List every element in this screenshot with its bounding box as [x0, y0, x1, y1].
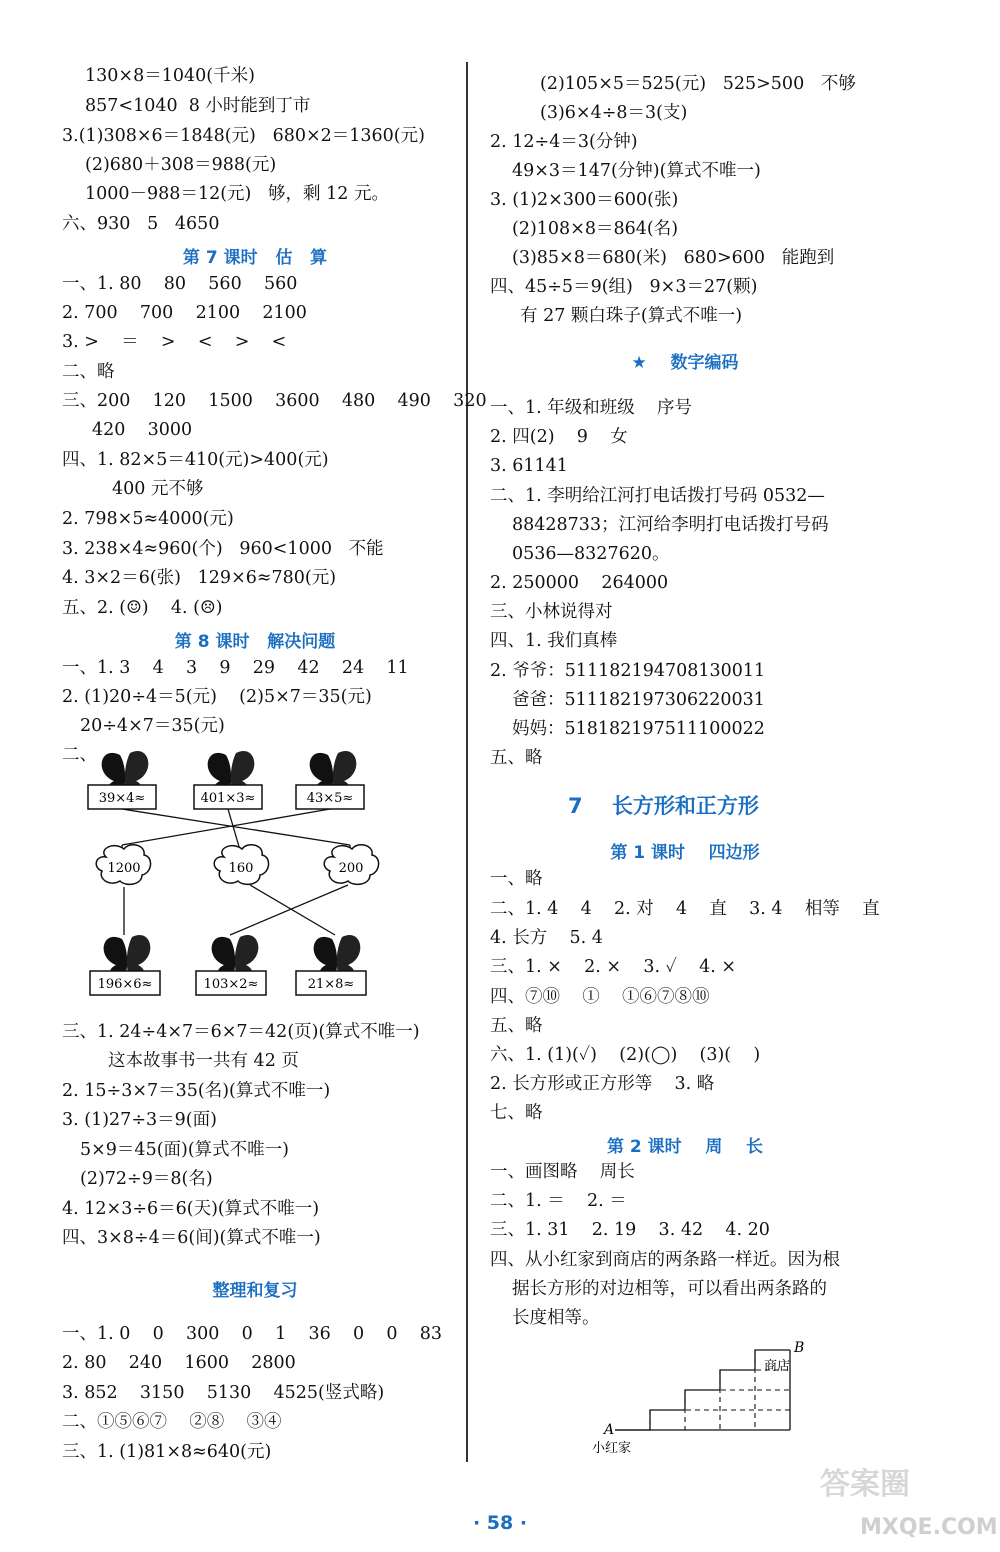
- left-lines-21: 二、: [62, 745, 97, 765]
- point-b-label: B: [794, 1340, 805, 1356]
- watermark-logo: 答案圈: [820, 1467, 910, 1502]
- cloud-1-label: 1200: [107, 861, 141, 876]
- left-lines-6: 一、1. 80 80 560 560: [62, 274, 298, 294]
- left-headings-1: 第 8 课时 解决问题: [174, 632, 336, 652]
- left-lines-9: 二、略: [62, 362, 115, 382]
- right-lines-7: 四、45÷5＝9(组) 9×3＝27(颗): [490, 277, 758, 297]
- right-lines-3: 49×3＝147(分钟)(算式不唯一): [512, 161, 761, 181]
- butterfly-bottom-2-label: 103×2≈: [203, 977, 259, 992]
- right-lines-2: 2. 12÷4＝3(分钟): [490, 132, 638, 152]
- right-lines-17: 四、1. 我们真棒: [490, 631, 618, 651]
- right-lines-32: 二、1. ＝ 2. ＝: [490, 1191, 627, 1211]
- right-lines-30: 七、略: [490, 1103, 543, 1123]
- watermark-url: MXQE.COM: [860, 1515, 998, 1540]
- column-divider: [466, 62, 468, 1462]
- left-lines-23: 这本故事书一共有 42 页: [108, 1051, 299, 1071]
- right-lines-16: 三、小林说得对: [490, 602, 613, 622]
- left-lines-18: 一、1. 3 4 3 9 29 42 24 11: [62, 658, 409, 678]
- left-lines-15: 3. 238×4≈960(个) 960<1000 不能: [62, 539, 384, 559]
- right-lines-4: 3. (1)2×300＝600(张): [490, 190, 679, 210]
- right-lines-10: 2. 四(2) 9 女: [490, 427, 628, 447]
- right-lines-29: 2. 长方形或正方形等 3. 略: [490, 1074, 715, 1094]
- right-lines-31: 一、画图略 周长: [490, 1162, 635, 1182]
- right-lines-25: 三、1. × 2. × 3. ✓ 4. ×: [490, 957, 737, 977]
- right-lines-15: 2. 250000 264000: [490, 573, 669, 593]
- home-label: 小红家: [592, 1441, 632, 1456]
- left-lines-31: 2. 80 240 1600 2800: [62, 1353, 296, 1373]
- right-lines-8: 有 27 颗白珠子(算式不唯一): [520, 306, 743, 326]
- right-lines-34: 四、从小红家到商店的两条路一样近。因为根: [490, 1250, 840, 1270]
- right-lines-27: 五、略: [490, 1016, 543, 1036]
- left-lines-5: 六、930 5 4650: [62, 214, 220, 234]
- cloud-2: [214, 845, 268, 885]
- right-lines-22: 一、略: [490, 869, 543, 889]
- right-lines-6: (3)85×8＝680(米) 680>600 能跑到: [512, 248, 835, 268]
- left-lines-29: 四、3×8÷4＝6(间)(算式不唯一): [62, 1228, 321, 1248]
- left-lines-16: 4. 3×2＝6(张) 129×6≈780(元): [62, 568, 337, 588]
- butterfly-top-1-label: 39×4≈: [98, 791, 146, 806]
- right-lines-21: 五、略: [490, 748, 543, 768]
- right-lines-26: 四、⑦⑩ ① ①⑥⑦⑧⑩: [490, 987, 710, 1007]
- cloud-1: [96, 845, 150, 885]
- butterfly-top-3-label: 43×5≈: [306, 791, 354, 806]
- left-lines-32: 3. 852 3150 5130 4525(竖式略): [62, 1383, 385, 1403]
- right-lines-19: 爸爸：511182197306220031: [512, 690, 765, 710]
- left-lines-25: 3. (1)27÷3＝9(面): [62, 1110, 217, 1130]
- left-lines-4: 1000－988＝12(元) 够，剩 12 元。: [85, 184, 389, 204]
- right-lines-0: (2)105×5＝525(元) 525>500 不够: [540, 74, 856, 94]
- butterfly-matching-diagram: [80, 745, 410, 1005]
- left-lines-0: 130×8＝1040(千米): [85, 66, 255, 86]
- right-headings-1: 第 1 课时 四边形: [610, 843, 760, 863]
- right-lines-9: 一、1. 年级和班级 序号: [490, 398, 693, 418]
- left-lines-12: 四、1. 82×5＝410(元)>400(元): [62, 450, 329, 470]
- left-lines-27: (2)72÷9＝8(名): [80, 1169, 213, 1189]
- cloud-2-label: 160: [228, 861, 254, 876]
- right-lines-33: 三、1. 31 2. 19 3. 42 4. 20: [490, 1220, 770, 1240]
- butterfly-bottom-3-label: 21×8≈: [307, 977, 355, 992]
- butterfly-top-2: [194, 751, 262, 809]
- cloud-3: [324, 845, 378, 885]
- route-diagram: [590, 1340, 810, 1460]
- right-lines-1: (3)6×4÷8＝3(支): [540, 103, 688, 123]
- left-headings-2: 整理和复习: [212, 1281, 298, 1301]
- right-headings-2: 第 2 课时 周 长: [606, 1137, 763, 1157]
- left-lines-26: 5×9＝45(面)(算式不唯一): [80, 1140, 290, 1160]
- left-lines-10: 三、200 120 1500 3600 480 490 320: [62, 391, 487, 411]
- right-lines-24: 4. 长方 5. 4: [490, 928, 603, 948]
- shop-label: 商店: [764, 1359, 791, 1374]
- butterfly-bottom-2: [196, 935, 266, 995]
- left-lines-3: (2)680＋308＝988(元): [85, 155, 277, 175]
- left-lines-17: 五、2. (☺) 4. (☹): [62, 598, 223, 618]
- left-lines-11: 420 3000: [92, 420, 193, 440]
- right-lines-18: 2. 爷爷：511182194708130011: [490, 661, 766, 681]
- right-lines-5: (2)108×8＝864(名): [512, 219, 679, 239]
- right-lines-35: 据长方形的对边相等，可以看出两条路的: [512, 1279, 827, 1299]
- chapter-title: 7 长方形和正方形: [568, 794, 759, 818]
- left-headings-0: 第 7 课时 估 算: [182, 248, 328, 268]
- right-lines-11: 3. 61141: [490, 456, 568, 476]
- left-lines-20: 20÷4×7＝35(元): [80, 716, 225, 736]
- right-lines-36: 长度相等。: [512, 1308, 600, 1328]
- butterfly-top-2-label: 401×3≈: [200, 791, 256, 806]
- left-lines-14: 2. 798×5≈4000(元): [62, 509, 234, 529]
- butterfly-bottom-1: [90, 935, 160, 995]
- left-lines-13: 400 元不够: [112, 479, 204, 499]
- point-a-label: A: [604, 1422, 615, 1438]
- right-lines-20: 妈妈：518182197511100022: [512, 719, 765, 739]
- left-lines-7: 2. 700 700 2100 2100: [62, 303, 307, 323]
- right-headings-0: ★ 数字编码: [631, 353, 739, 373]
- page-number: · 58 ·: [472, 1512, 528, 1534]
- butterfly-top-1: [88, 751, 156, 809]
- left-lines-8: 3. > ＝ > < > <: [62, 332, 287, 352]
- butterfly-bottom-3: [296, 935, 366, 995]
- left-lines-1: 857<1040 8 小时能到丁市: [85, 96, 311, 116]
- butterfly-top-3: [296, 751, 364, 809]
- right-lines-14: 0536—8327620。: [512, 544, 670, 564]
- right-lines-12: 二、1. 李明给江河打电话拨打号码 0532—: [490, 486, 825, 506]
- cloud-3-label: 200: [338, 861, 364, 876]
- left-lines-34: 三、1. (1)81×8≈640(元): [62, 1442, 272, 1462]
- left-lines-28: 4. 12×3÷6＝6(天)(算式不唯一): [62, 1199, 320, 1219]
- left-lines-30: 一、1. 0 0 300 0 1 36 0 0 83: [62, 1324, 443, 1344]
- right-lines-23: 二、1. 4 4 2. 对 4 直 3. 4 相等 直: [490, 899, 880, 919]
- left-lines-22: 三、1. 24÷4×7＝6×7＝42(页)(算式不唯一): [62, 1022, 420, 1042]
- left-lines-19: 2. (1)20÷4＝5(元) (2)5×7＝35(元): [62, 687, 372, 707]
- left-lines-33: 二、①⑤⑥⑦ ②⑧ ③④: [62, 1412, 282, 1432]
- left-lines-24: 2. 15÷3×7＝35(名)(算式不唯一): [62, 1081, 331, 1101]
- right-lines-13: 88428733；江河给李明打电话拨打号码: [512, 515, 829, 535]
- left-lines-2: 3.(1)308×6＝1848(元) 680×2＝1360(元): [62, 126, 425, 146]
- butterfly-bottom-1-label: 196×6≈: [97, 977, 153, 992]
- right-lines-28: 六、1. (1)(✓) (2)(◯) (3)( ): [490, 1045, 761, 1065]
